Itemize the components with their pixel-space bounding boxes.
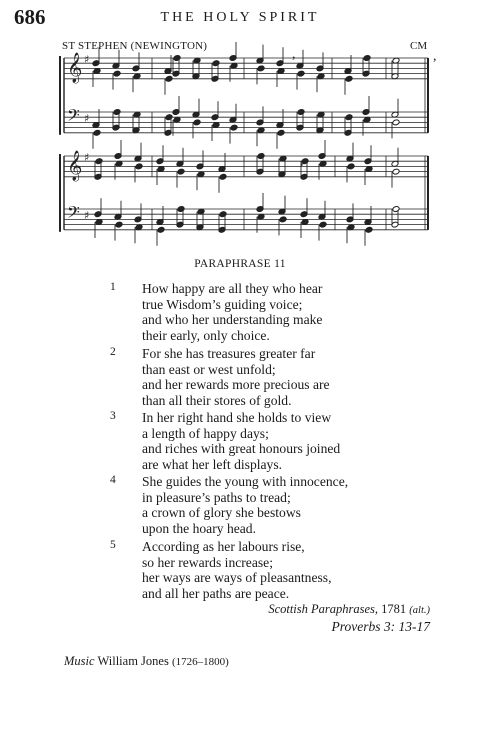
notehead (115, 221, 123, 228)
verse-line: She guides the young with innocence, (142, 474, 349, 489)
credit-label: Music (64, 654, 95, 668)
composer-dates: (1726–1800) (171, 656, 229, 668)
notehead (219, 173, 227, 180)
verse-line: than east or west unfold; (142, 361, 276, 377)
hymn-number: 686 (14, 5, 46, 29)
notehead (392, 168, 400, 175)
verse-line: According as her labours rise, (142, 539, 305, 554)
notehead (257, 65, 265, 72)
notehead (212, 60, 220, 67)
source-title: Scottish Paraphrases, (268, 602, 379, 616)
notehead (173, 55, 181, 62)
notehead (177, 206, 185, 213)
source-attribution (0, 602, 430, 617)
verse-lines (142, 346, 330, 408)
verse-line: and who her understanding make (142, 312, 323, 328)
notehead (157, 226, 165, 233)
verse-number: 1 (110, 281, 116, 293)
notehead (297, 109, 305, 116)
verse-line: are what her left displays. (142, 456, 283, 472)
notehead (230, 124, 238, 131)
notehead (135, 163, 143, 170)
notehead (193, 119, 201, 126)
breath-mark: , (300, 154, 304, 169)
verse-line: so her rewards increase; (142, 554, 273, 570)
alt-note: (alt.) (409, 605, 430, 616)
scripture-reference: Proverbs 3: 13-17 (331, 619, 430, 634)
notehead (365, 226, 373, 233)
verse-number: 5 (110, 539, 116, 551)
verse-line: her ways are ways of pleasantness, (142, 570, 332, 586)
verse-line: a crown of glory she bestows (142, 505, 301, 521)
notehead (113, 109, 121, 116)
notehead (165, 114, 173, 121)
notehead (177, 168, 185, 175)
notehead (95, 158, 103, 165)
verse-line: upon the hoary head. (142, 520, 257, 536)
sharp-key-signature: ♯ (84, 53, 90, 66)
bass-clef-icon: 𝄢 (67, 105, 80, 129)
notehead (279, 216, 287, 223)
sharp-key-signature: ♯ (84, 209, 90, 222)
verse-line: and riches with great honours joined (142, 441, 341, 457)
verse-line: How happy are all they who hear (142, 281, 323, 296)
meter: CM (410, 40, 428, 52)
tune-name: ST STEPHEN (NEWINGTON) (62, 40, 208, 52)
breath-mark: , (292, 47, 296, 62)
notehead (392, 119, 400, 126)
section-title: THE HOLY SPIRIT (160, 10, 320, 25)
verse-line: and all her paths are peace. (142, 585, 290, 601)
verse-lines (142, 474, 348, 536)
notehead (297, 70, 305, 77)
sharp-key-signature: ♯ (84, 112, 90, 125)
verse-line: true Wisdom’s guiding voice; (142, 296, 303, 312)
verse-line: than all their stores of gold. (142, 392, 292, 408)
verse-line: In her right hand she holds to view (142, 410, 332, 425)
composer-name: William Jones (97, 654, 169, 668)
verse-number: 4 (110, 474, 116, 486)
notehead (363, 55, 371, 62)
breath-mark: , (433, 49, 437, 64)
verse-lines (142, 281, 322, 343)
treble-clef-icon: 𝄞 (67, 53, 83, 83)
verse-line: and her rewards more precious are (142, 377, 330, 393)
music-score (0, 0, 480, 250)
verse-line: For she has treasures greater far (142, 346, 316, 361)
music-credit (64, 654, 229, 669)
notehead (319, 221, 327, 228)
verse-lines (142, 410, 340, 472)
notehead (347, 163, 355, 170)
bass-clef-icon: 𝄢 (67, 202, 80, 226)
paraphrase-heading: PARAPHRASE 11 (194, 258, 286, 270)
treble-clef-icon: 𝄞 (67, 151, 83, 181)
verse-line: a length of happy days; (142, 425, 269, 441)
verse-line: in pleasure’s paths to tread; (142, 489, 291, 505)
verse-number: 3 (110, 410, 116, 422)
verse-lines (142, 539, 332, 601)
notehead (345, 75, 353, 82)
notehead (277, 129, 285, 136)
source-year: 1781 (381, 602, 407, 616)
notehead (392, 206, 400, 213)
verse-number: 2 (110, 346, 116, 358)
notehead (257, 153, 265, 160)
notehead (165, 75, 173, 82)
notehead (219, 211, 227, 218)
notehead (113, 70, 121, 77)
verse-line: their early, only choice. (142, 327, 270, 343)
notehead (345, 114, 353, 121)
sharp-key-signature: ♯ (84, 151, 90, 164)
notehead (93, 129, 101, 136)
